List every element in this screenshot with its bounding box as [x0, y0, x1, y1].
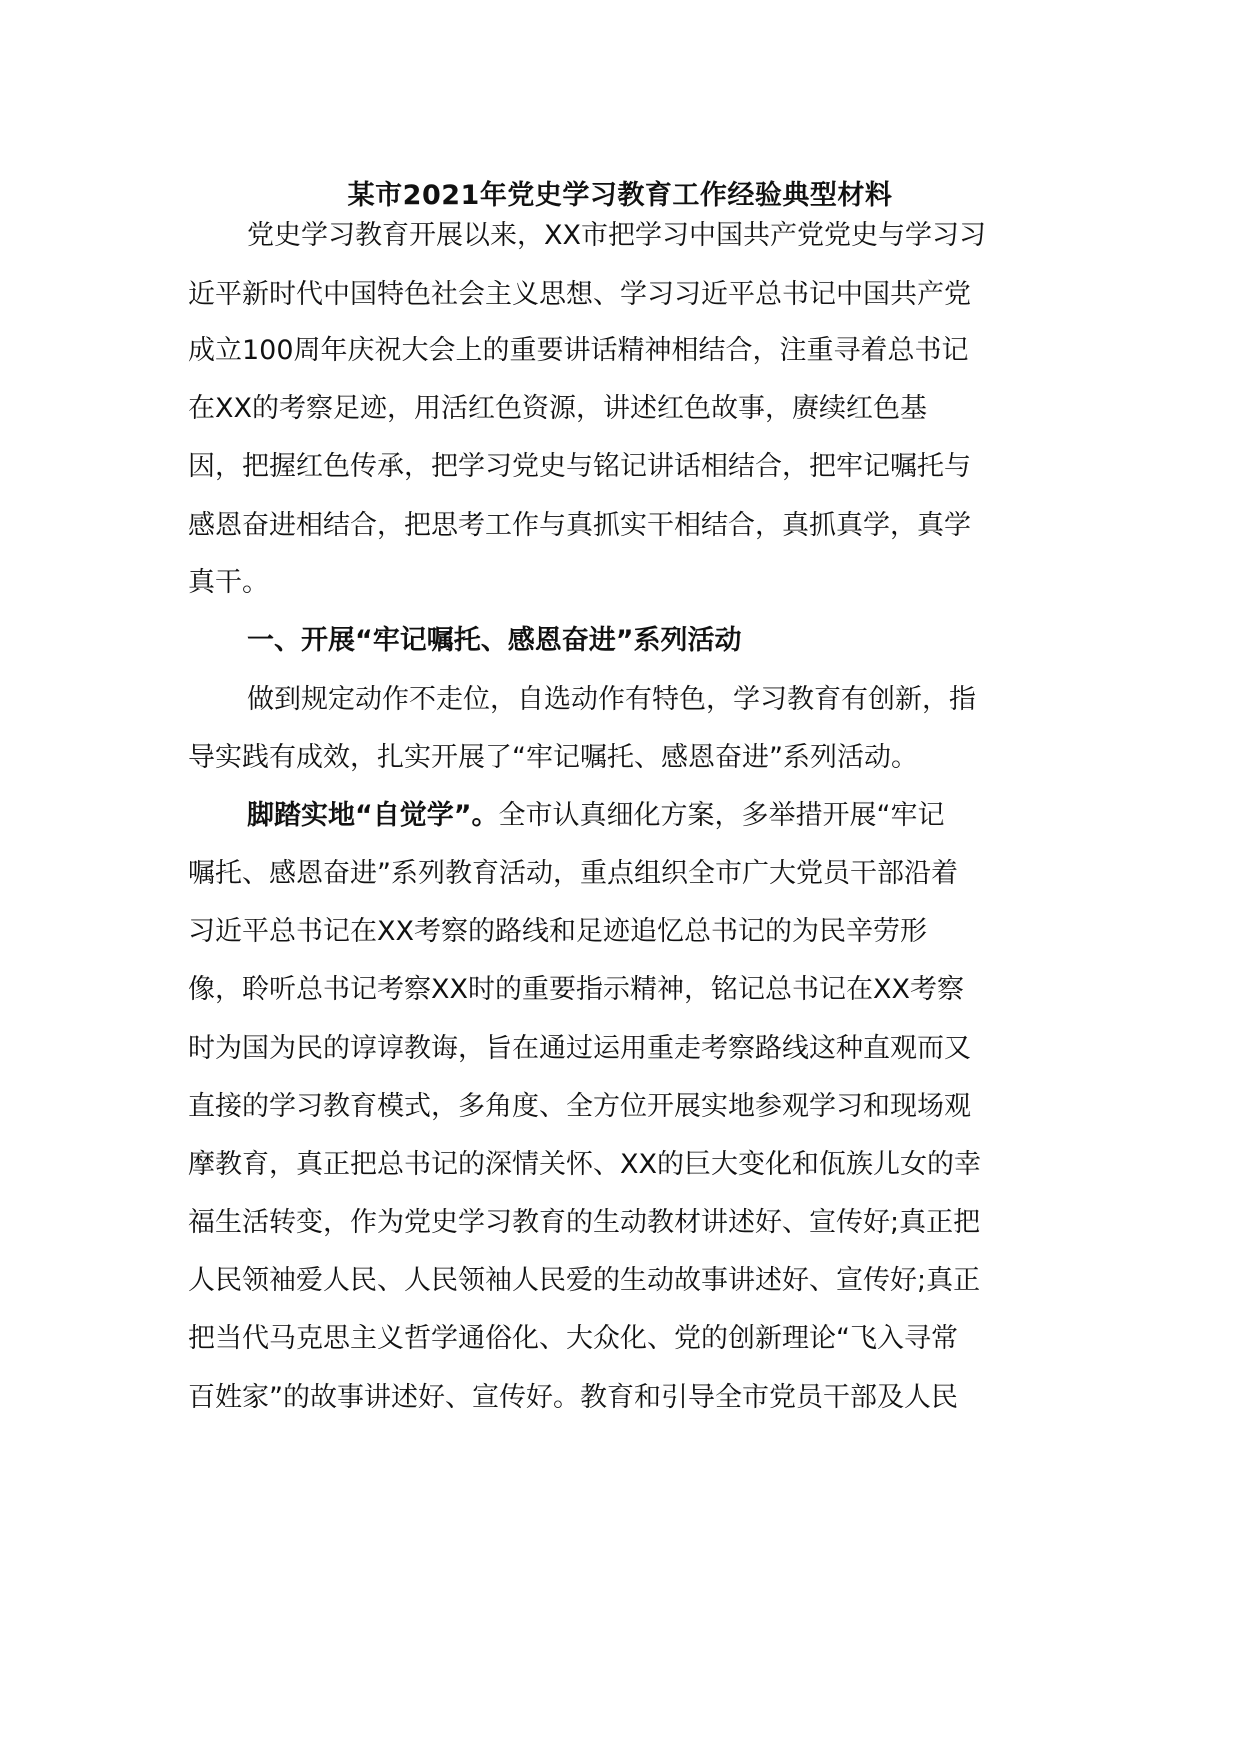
- intro-line: 在XX的考察足迹，用活红色资源，讲述红色故事，赓续红色基: [188, 393, 927, 424]
- sub1-line: 福生活转变，作为党史学习教育的生动教材讲述好、宣传好;真正把: [188, 1207, 981, 1238]
- sub1-line: 时为国为民的谆谆教诲，旨在通过运用重走考察路线这种直观而又: [188, 1033, 971, 1064]
- intro-line: 真干。: [188, 567, 269, 598]
- intro-line: 党史学习教育开展以来，XX市把学习中国共产党党史与学习习: [247, 220, 986, 251]
- intro-line: 感恩奋进相结合，把思考工作与真抓实干相结合，真抓真学，真学: [188, 510, 971, 541]
- sub1-line: 习近平总书记在XX考察的路线和足迹追忆总书记的为民辛劳形: [188, 916, 927, 947]
- sub1-line: 把当代马克思主义哲学通俗化、大众化、党的创新理论“飞入寻常: [188, 1323, 958, 1354]
- intro-line: 成立100周年庆祝大会上的重要讲话精神相结合，注重寻着总书记: [188, 335, 969, 366]
- document-title: 某市2021年党史学习教育工作经验典型材料: [347, 180, 893, 211]
- sub1-line: 摩教育，真正把总书记的深情关怀、XX的巨大变化和佤族儿女的幸: [188, 1149, 981, 1180]
- sub1-line: 嘱托、感恩奋进”系列教育活动，重点组织全市广大党员干部沿着: [188, 858, 958, 889]
- sub1-line: 百姓家”的故事讲述好、宣传好。教育和引导全市党员干部及人民: [188, 1382, 958, 1413]
- intro-line: 近平新时代中国特色社会主义思想、学习习近平总书记中国共产党: [188, 279, 971, 310]
- section1-line: 导实践有成效，扎实开展了“牢记嘱托、感恩奋进”系列活动。: [188, 742, 918, 773]
- intro-line: 因，把握红色传承，把学习党史与铭记讲话相结合，把牢记嘱托与: [188, 451, 971, 482]
- sub1-first-line-text: 全市认真细化方案，多举措开展“牢记: [498, 800, 945, 831]
- section1-line: 做到规定动作不走位，自选动作有特色，学习教育有创新，指: [247, 684, 976, 715]
- sub1-first-line: [247, 796, 945, 836]
- sub1-heading: 脚踏实地“自觉学”。: [247, 800, 499, 831]
- section-heading: 一、开展“牢记嘱托、感恩奋进”系列活动: [247, 625, 742, 656]
- sub1-line: 人民领袖爱人民、人民领袖人民爱的生动故事讲述好、宣传好;真正: [188, 1265, 981, 1296]
- sub1-line: 直接的学习教育模式，多角度、全方位开展实地参观学习和现场观: [188, 1091, 971, 1122]
- sub1-line: 像，聆听总书记考察XX时的重要指示精神，铭记总书记在XX考察: [188, 974, 964, 1005]
